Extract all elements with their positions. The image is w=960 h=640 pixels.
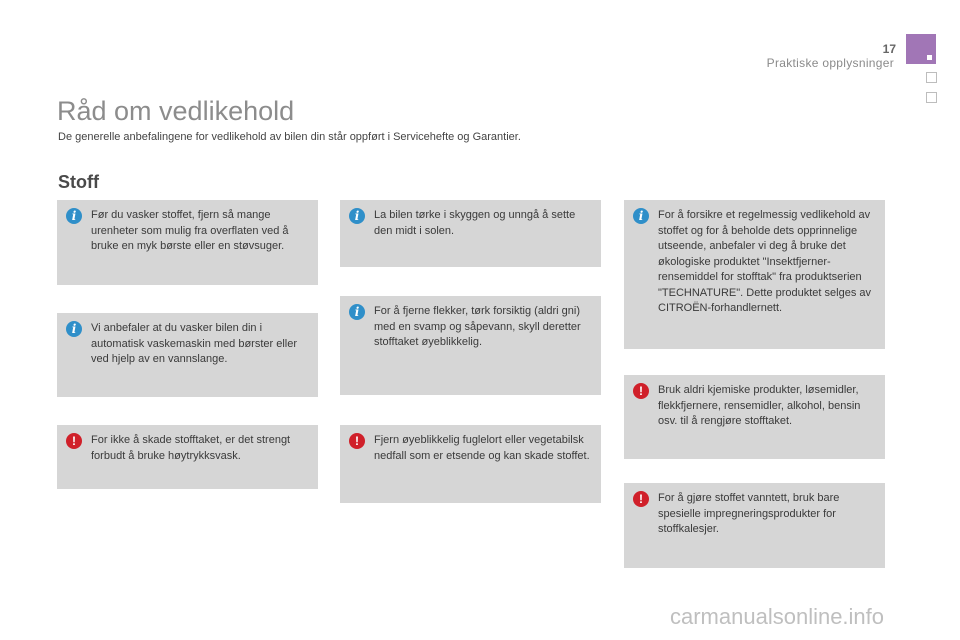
watermark: carmanualsonline.info bbox=[670, 604, 885, 629]
note-box-warning bbox=[624, 483, 885, 568]
note-text: For ikke å skade stofftaket, er det strengt forbudt å bruke høytrykksvask. bbox=[91, 434, 291, 462]
info-icon: i bbox=[66, 208, 82, 224]
page-subtitle: De generelle anbefalingene for vedlikehold av bilen din står oppført i Servicehefte og Garantier. bbox=[58, 131, 521, 143]
note-text: For å forsikre et regelmessig vedlikehold av stoffet og for å beholde dets opprinnelige utseende, anbefaler vi deg å bruke det økologiske produktet "Insektfjerner- rensemiddel for stofftak" fra produktserien "TECHNATURE". Dette produktet selges av CITROËN-forhandlernett. bbox=[658, 209, 872, 314]
note-text: For å gjøre stoffet vanntett, bruk bare spesielle impregneringsprodukter for stoffkalesjer. bbox=[658, 492, 840, 535]
section-tab[interactable] bbox=[926, 72, 937, 83]
page-number: 17 bbox=[882, 42, 896, 56]
note-text: Fjern øyeblikkelig fuglelort eller vegetabilsk nedfall som er etsende og kan skade stoffet. bbox=[374, 434, 590, 462]
warning-icon: ! bbox=[633, 491, 649, 507]
note-box-warning bbox=[624, 375, 885, 459]
note-text: La bilen tørke i skyggen og unngå å sette den midt i solen. bbox=[374, 209, 576, 237]
section-tab[interactable] bbox=[926, 92, 937, 103]
tab-marker-icon bbox=[927, 55, 932, 60]
section-heading: Stoff bbox=[58, 172, 99, 192]
note-box-info bbox=[340, 200, 601, 267]
note-text: For å fjerne flekker, tørk forsiktig (aldri gni) med en svamp og såpevann, skyll deretter stofftaket øyeblikkelig. bbox=[374, 305, 581, 348]
note-text: Før du vasker stoffet, fjern så mange urenheter som mulig fra overflaten ved å bruke en myk børste eller en støvsuger. bbox=[91, 209, 289, 252]
note-box-info bbox=[340, 296, 601, 395]
warning-icon: ! bbox=[66, 433, 82, 449]
note-box-info bbox=[57, 313, 318, 397]
note-box-info bbox=[57, 200, 318, 285]
info-icon: i bbox=[633, 208, 649, 224]
warning-icon: ! bbox=[633, 383, 649, 399]
section-tab-active[interactable] bbox=[906, 34, 936, 64]
note-text: Bruk aldri kjemiske produkter, løsemidler, flekkfjernere, rensemidler, alkohol, bensin osv. til å rengjøre stofftaket. bbox=[658, 384, 861, 427]
info-icon: i bbox=[349, 304, 365, 320]
note-text: Vi anbefaler at du vasker bilen din i automatisk vaskemaskin med børster eller ved hjelp av en vannslange. bbox=[91, 322, 298, 365]
warning-icon: ! bbox=[349, 433, 365, 449]
section-name: Praktiske opplysninger bbox=[766, 56, 894, 70]
info-icon: i bbox=[349, 208, 365, 224]
info-icon: i bbox=[66, 321, 82, 337]
note-box-warning bbox=[340, 425, 601, 503]
note-box-warning bbox=[57, 425, 318, 489]
note-box-info bbox=[624, 200, 885, 349]
page-title: Råd om vedlikehold bbox=[57, 96, 295, 126]
